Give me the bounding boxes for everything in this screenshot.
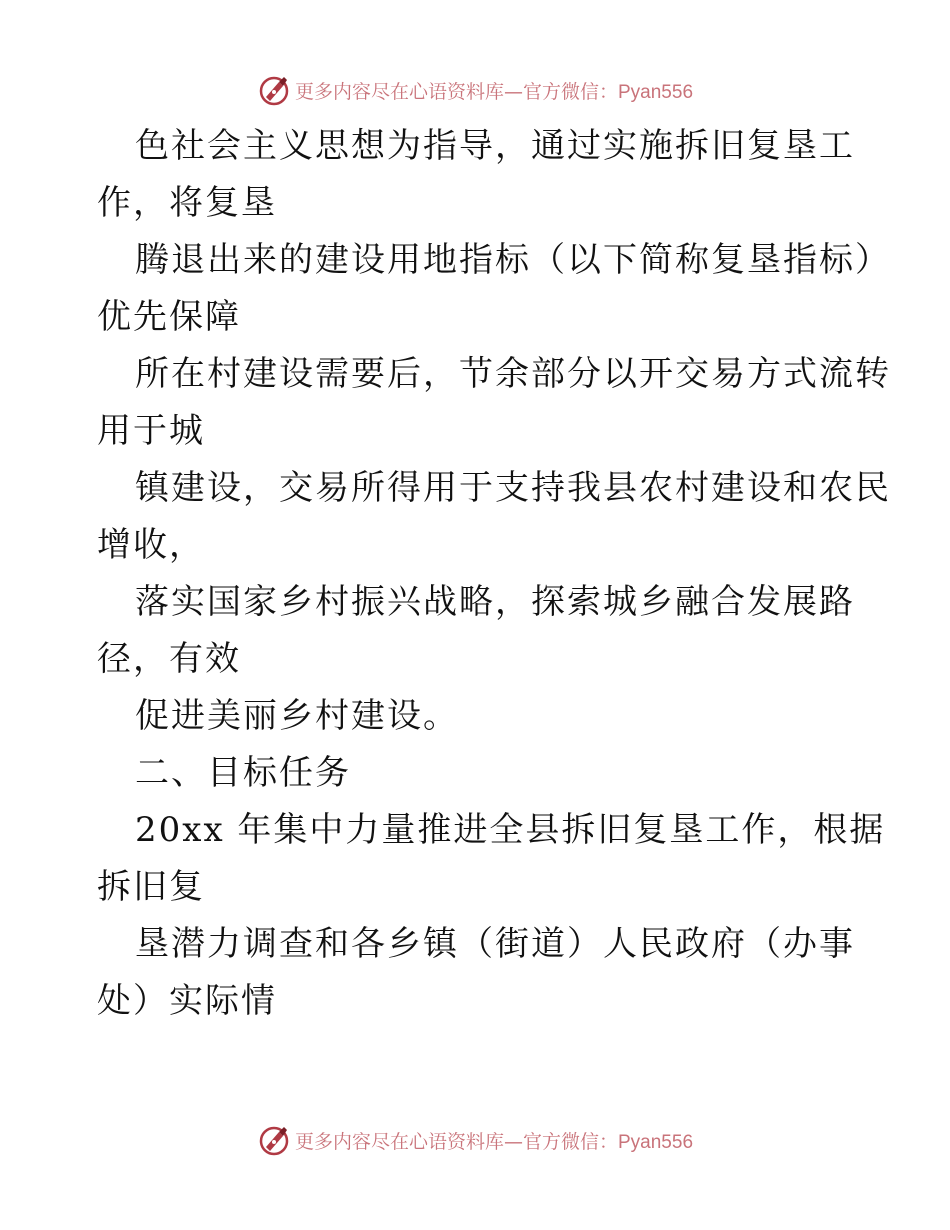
paragraph-line: 色社会主义思想为指导，通过实施拆旧复垦工 [135, 126, 855, 166]
paragraph [97, 574, 857, 688]
paragraph-line: 促进美丽乡村建设。 [135, 696, 459, 736]
paragraph-line-continued: 增收， [97, 525, 205, 565]
document-body [97, 118, 891, 1030]
banner-wechat-id: Pyan556 [618, 81, 694, 103]
banner-wechat-id: Pyan556 [618, 1131, 694, 1153]
paragraph-line-continued: 径，有效 [97, 639, 241, 679]
paragraph-line: 垦潜力调查和各乡镇（街道）人民政府（办事 [135, 924, 855, 964]
section-heading-text: 二、目标任务 [135, 753, 351, 793]
banner-text-cn: 更多内容尽在心语资料库—官方微信： [294, 80, 618, 103]
paragraph [97, 916, 857, 1030]
paragraph-line: 落实国家乡村振兴战略，探索城乡融合发展路 [135, 582, 855, 622]
banner-text [295, 1127, 693, 1154]
paragraph [97, 346, 891, 460]
paragraph-line: 20xx 年集中力量推进全县拆旧复垦工作，根据 [135, 810, 886, 850]
footer-watermark-banner [0, 1120, 950, 1160]
paragraph-line-continued: 优先保障 [97, 297, 241, 337]
paragraph [97, 802, 886, 916]
paragraph-line-continued: 拆旧复 [97, 867, 205, 907]
paragraph-line: 所在村建设需要后，节余部分以开交易方式流转 [135, 354, 891, 394]
banner-text-cn: 更多内容尽在心语资料库—官方微信： [294, 1130, 618, 1153]
paragraph-line-continued: 用于城 [97, 411, 205, 451]
paragraph [97, 118, 857, 232]
paragraph-line-continued: 处）实际情 [97, 981, 277, 1021]
header-watermark-banner [0, 70, 950, 110]
section-heading [97, 745, 857, 802]
paragraph [97, 232, 891, 346]
paragraph-line: 镇建设，交易所得用于支持我县农村建设和农民 [135, 468, 891, 508]
banner-text [295, 77, 693, 104]
paragraph-line: 腾退出来的建设用地指标（以下简称复垦指标） [135, 240, 891, 280]
pen-nib-logo-icon [257, 73, 291, 107]
paragraph [97, 688, 857, 745]
paragraph-line-continued: 作，将复垦 [97, 183, 277, 223]
paragraph [97, 460, 891, 574]
pen-nib-logo-icon [257, 1123, 291, 1157]
